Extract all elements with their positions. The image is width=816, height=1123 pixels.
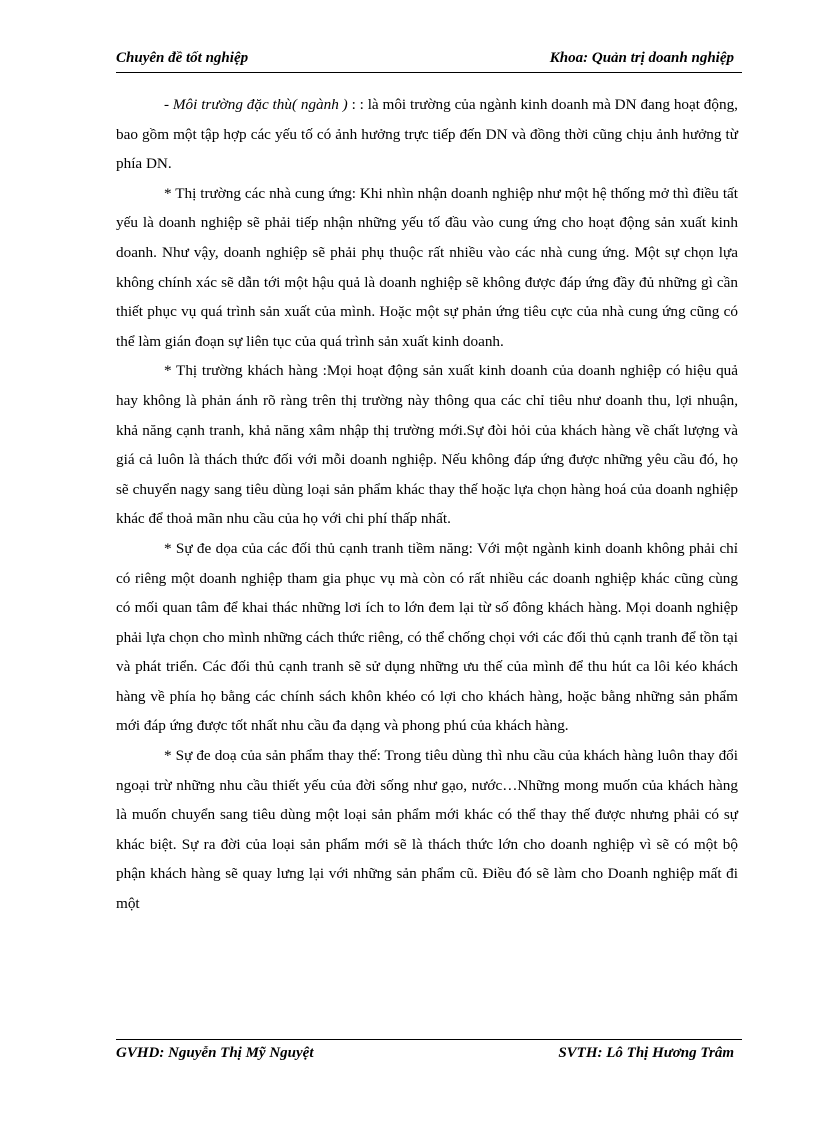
paragraph-text: : : là môi trường của ngành kinh doanh mà DN đang hoạt động, bao gồm một tập hợp các yếu tố có ảnh hưởng trực tiếp đến DN và đồng thời cũng chịu ảnh hưởng từ phía DN. [116, 96, 738, 173]
header-course-title: Chuyên đề tốt nghiệp [116, 50, 249, 66]
page-footer [116, 1045, 734, 1065]
footer-student: SVTH: Lô Thị Hương Trâm [558, 1045, 734, 1061]
document-body [116, 90, 738, 919]
footer-rule [116, 1039, 742, 1040]
paragraph-lead-italic: - Môi trường đặc thù( ngành ) [164, 96, 352, 113]
paragraph-supplier-market: * Thị trường các nhà cung ứng: Khi nhìn nhận doanh nghiệp như một hệ thống mở thì điều tất yếu là doanh nghiệp sẽ phải tiếp nhận những yếu tố đầu vào cung ứng cho hoạt động sản xuất kinh doanh. Như vậy, doanh nghiệp sẽ phải phụ thuộc rất nhiều vào các nhà cung ứng. Một sự chọn lựa không chính xác sẽ dẫn tới một hậu quả là doanh nghiệp sẽ không được đáp ứng đầy đủ những gì cần thiết phục vụ quá trình sản xuất của mình. Hoặc một sự phản ứng tiêu cực của nhà cung ứng cũng có thể làm gián đoạn sự liên tục của quá trình sản xuất kinh doanh. [116, 184, 738, 350]
paragraph-customer-market: * Thị trường khách hàng :Mọi hoạt động sản xuất kinh doanh của doanh nghiệp có hiệu quả hay không là phản ánh rõ ràng trên thị trường này thông qua các chỉ tiêu như doanh thu, lợi nhuận, khả năng cạnh tranh, khả năng xâm nhập thị trường mới.Sự đòi hỏi của khách hàng về chất lượng và giá cả luôn là thách thức đối với mỗi doanh nghiệp. Nếu không đáp ứng được những yêu cầu đó, họ sẽ chuyển nagy sang tiêu dùng loại sản phẩm khác thay thế hoặc lựa chọn hàng hoá của doanh nghiệp khác để thoả mãn nhu cầu của họ với chi phí thấp nhất. [116, 362, 738, 528]
paragraph-specific-environment [116, 90, 738, 179]
paragraph-potential-competitors: * Sự đe dọa của các đối thủ cạnh tranh tiềm năng: Với một ngành kinh doanh không phải chỉ có riêng một doanh nghiệp tham gia phục vụ mà còn có rất nhiều các doanh nghiệp khác cũng cùng có mối quan tâm để khai thác những lơi ích to lớn đem lại từ số đông khách hàng. Mọi doanh nghiệp phải lựa chọn cho mình những cách thức riêng, có thể chống chọi với các đối thủ cạnh tranh để tồn tại và phát triển. Các đối thủ cạnh tranh sẽ sử dụng những ưu thế của mình để thu hút ca lôi kéo khách hàng về phía họ bằng các chính sách khôn khéo có lợi cho khách hàng, hoặc bằng những sản phẩm mới đáp ứng được tốt nhất nhu cầu đa dạng và phong phú của khách hàng. [116, 539, 738, 735]
header-faculty: Khoa: Quản trị doanh nghiệp [549, 50, 734, 66]
page-header [116, 50, 734, 70]
paragraph-substitute-products: * Sự đe doạ của sản phẩm thay thế: Trong tiêu dùng thì nhu cầu của khách hàng luôn thay đổi ngoại trừ những nhu cầu thiết yếu của đời sống như gạo, nước…Những mong muốn của khách hàng là muốn chuyển sang tiêu dùng một loại sản phẩm mới khác có thể thay thế được nhưng phải có sự khác biệt. Sự ra đời của loại sản phẩm mới sẽ là thách thức lớn cho doanh nghiệp vì sẽ có một bộ phận khách hàng sẽ quay lưng lại với những sản phẩm cũ. Điều đó sẽ làm cho Doanh nghiệp mất đi một [116, 747, 738, 913]
header-rule [116, 72, 742, 73]
footer-supervisor: GVHD: Nguyễn Thị Mỹ Nguyệt [116, 1045, 314, 1061]
